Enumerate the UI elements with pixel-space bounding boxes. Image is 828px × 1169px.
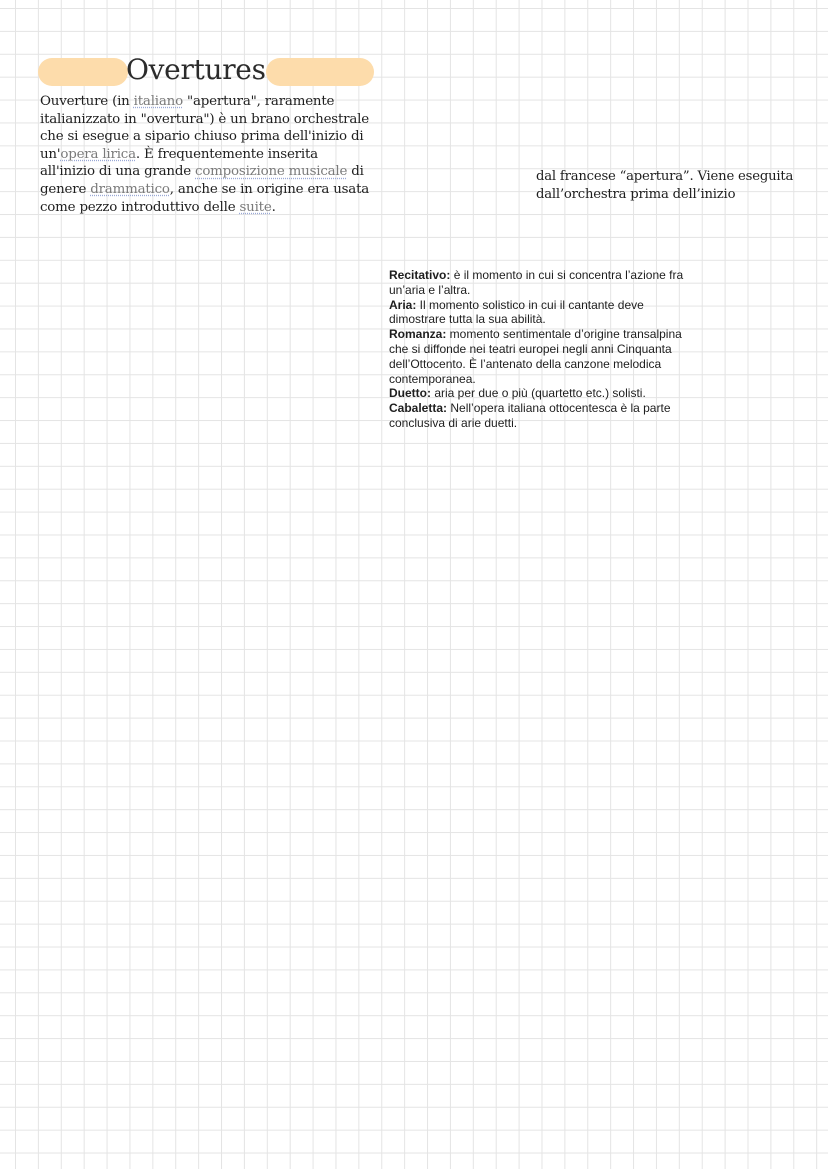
intro-text: .	[271, 199, 276, 215]
link-italiano[interactable]: italiano	[133, 94, 183, 109]
glossary-definition: momento sentimentale d’origine transalpina che si diffonde nei teatri europei negli anni Cinquanta dell’Ottocento. È l’antenato della canzone melodica contemporanea.	[389, 327, 682, 386]
side-note-line: dall’orchestra prima dell’inizio	[536, 187, 736, 202]
link-drammatico[interactable]: drammatico	[90, 181, 170, 197]
glossary-entry	[389, 298, 689, 328]
glossary-entry	[389, 327, 689, 386]
glossary-term: Duetto:	[389, 386, 431, 401]
glossary-definition: è il momento in cui si concentra l’azione fra un’aria e l’altra.	[389, 268, 684, 297]
glossary-entry	[389, 268, 689, 298]
intro-paragraph	[40, 93, 370, 216]
intro-text: . È frequentemente inserita all'inizio di una grande	[40, 146, 318, 180]
intro-text: , anche se in origine era usata come pezzo introduttivo delle	[40, 181, 370, 215]
glossary-entry	[389, 401, 689, 431]
glossary-definition: Nell’opera italiana ottocentesca è la parte conclusiva di arie duetti.	[389, 401, 671, 430]
glossary-term: Cabaletta:	[389, 401, 448, 416]
link-suite[interactable]: suite	[239, 199, 272, 215]
glossary	[389, 268, 689, 431]
link-composizione-musicale[interactable]: composizione musicale	[195, 164, 348, 180]
intro-text: "apertura", raramente italianizzato in "overtura") è un brano orchestrale che si esegue a sipario chiuso prima dell'inizio di un'	[40, 94, 369, 162]
glossary-definition: aria per due o più (quartetto etc.) solisti.	[431, 386, 646, 401]
title-block	[38, 53, 376, 90]
title-highlight-left	[38, 58, 128, 86]
glossary-entry	[389, 386, 689, 401]
page-title: Overtures	[126, 53, 266, 86]
glossary-term: Recitativo:	[389, 268, 451, 282]
intro-text: Ouverture (in	[40, 94, 134, 109]
intro-text: di genere	[40, 164, 364, 197]
side-note-line: dal francese “apertura”. Viene eseguita	[536, 169, 794, 184]
side-note	[536, 168, 826, 204]
glossary-term: Aria:	[389, 297, 417, 312]
glossary-definition: Il momento solistico in cui il cantante deve dimostrare tutta la sua abilità.	[389, 297, 644, 327]
link-opera-lirica[interactable]: opera lirica	[60, 146, 136, 162]
title-highlight-right	[266, 58, 374, 86]
glossary-term: Romanza:	[389, 327, 447, 342]
